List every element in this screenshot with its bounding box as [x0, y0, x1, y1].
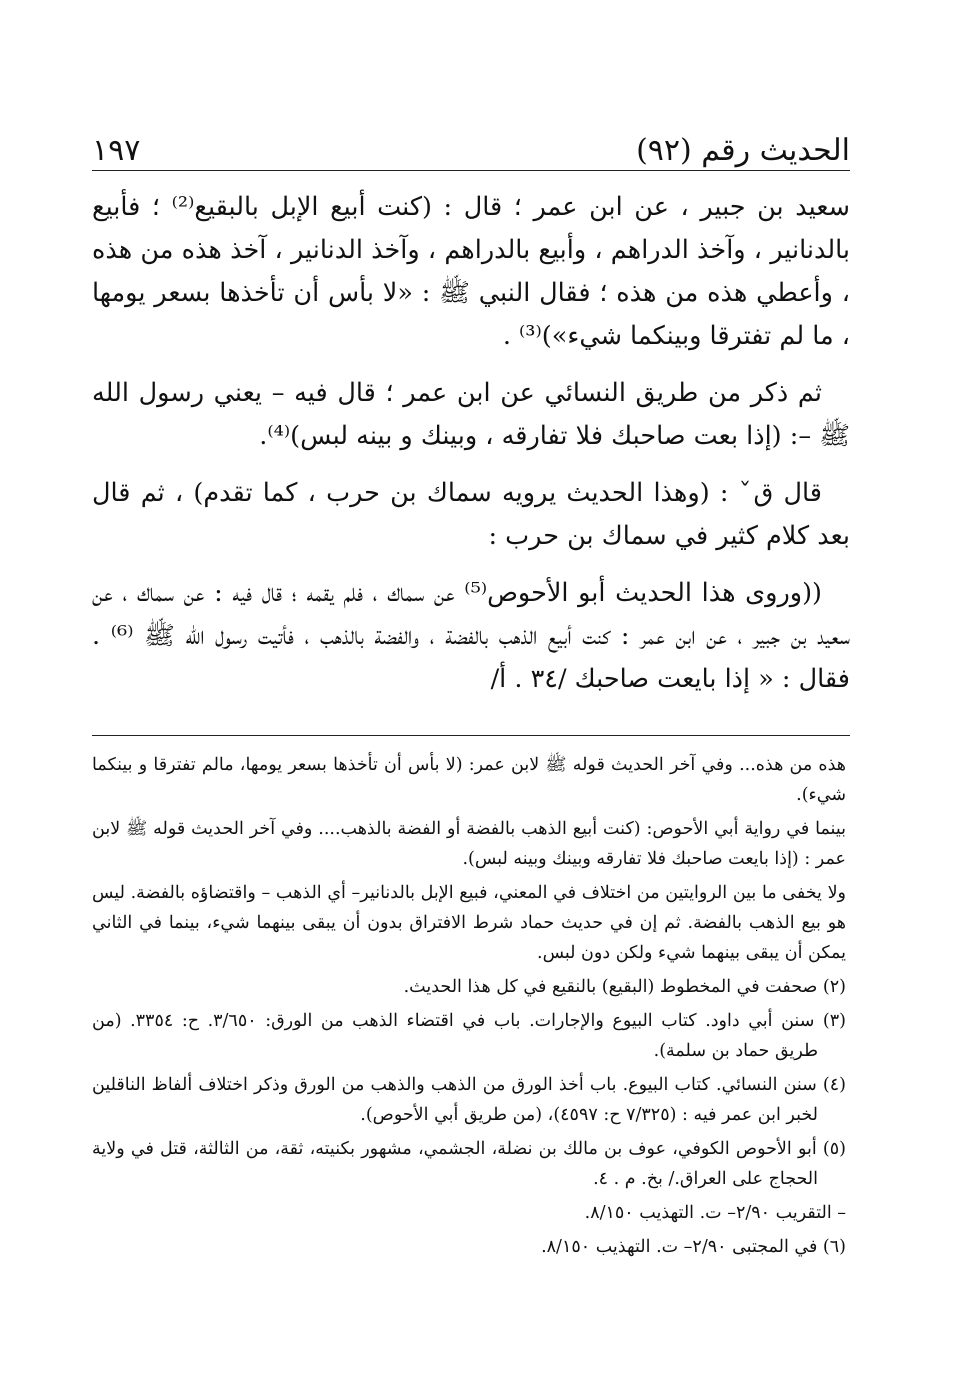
footnote-5: (٥) أبو الأحوص الكوفي، عوف بن مالك بن نضلة، الجشمي، مشهور بكنيته، ثقة، من الثالثة، قتل في ولاية الحجاج على العراق./ بخ. م . ٤. [92, 1139, 846, 1189]
footnote-2: (٢) صحفت في المخطوط (البقيع) بالنقيع في كل هذا الحديث. [403, 977, 846, 997]
footnote-3: (٣) سنن أبي داود. كتاب البيوع والإجارات. باب في اقتضاء الذهب من الورق: ٣/٦٥٠. ح: ٣٣٥٤. (من طريق حماد بن سلمة). [92, 1011, 846, 1061]
footnote-divider [92, 735, 850, 736]
main-text [92, 186, 850, 715]
footnote-continuation-3: ولا يخفى ما بين الروايتين من اختلاف في المعني، فبيع الإبل بالدنانير– أي الذهب – واقتضاؤه بالفضة. ليس هو بيع الذهب بالفضة. ثم إن في حديث حماد شرط الافتراق بدون أن يبقى بينهما شيء، بينما في الثاني يمكن أن يبقى بينهما شيء ولكن دون لبس. [92, 883, 846, 963]
footnote-continuation-2: بينما في رواية أبي الأحوص: (كنت أبيع الذهب بالفضة أو الفضة بالذهب.... وفي آخر الحديث قوله ﷺ لابن عمر : (إذا بايعت صاحبك فلا تفارقه وبينك وبينه لبس). [92, 819, 846, 869]
paragraph-2: ثم ذكر من طريق النسائي عن ابن عمر ؛ قال فيه – يعني رسول الله ﷺ –: (إذا بعت صاحبك فلا تفارقه ، وبينك و بينه لبس)⁽⁴⁾. [92, 378, 850, 451]
footnote-6: (٦) في المجتبى ٢/٩٠– ت. التهذيب ٨/١٥٠. [541, 1237, 846, 1257]
footnote-continuation-1: هذه من هذه... وفي آخر الحديث قوله ﷺ لابن عمر: (لا بأس أن تأخذها بسعر يومها، مالم تفترقا و بينكما شيء). [92, 755, 846, 805]
footnote-4: (٤) سنن النسائي. كتاب البيوع. باب أخذ الورق من الذهب والذهب من الورق وذكر اختلاف ألفاظ الناقلين لخبر ابن عمر فيه : (٧/٣٢٥ ح: ٤٥٩٧)، (من طريق أبي الأحوص). [92, 1075, 846, 1125]
header-divider [92, 170, 850, 171]
running-title: الحديث رقم (٩٢) [636, 133, 850, 168]
paragraph-4: ((وروى هذا الحديث أبو الأحوص⁽⁵⁾ عن سماك ، فلم يقمه ؛ قال فيه : عن سماك ، عن سعيد بن جبير ، عن ابن عمر : كنت أبيع الذهب بالفضة ، والفضة بالذهب ، فأتيت رسول الله ﷺ ⁽⁶⁾ . فقال : « إذا بايعت صاحبك /٣٤ . أ/ [92, 578, 850, 694]
footnote-5-source: – التقريب ٢/٩٠– ت. التهذيب ٨/١٥٠. [584, 1203, 846, 1223]
paragraph-1: سعيد بن جبير ، عن ابن عمر ؛ قال : (كنت أبيع الإبل بالبقيع⁽²⁾ ؛ فأبيع بالدنانير ، وآخذ الدراهم ، وأبيع بالدراهم ، وآخذ الدنانير ، آخذ هذه من هذه ، وأعطي هذه من هذه ؛ فقال النبي ﷺ : «لا بأس أن تأخذها بسعر يومها ، ما لم تفترقا وبينكما شيء»)⁽³⁾ . [92, 192, 850, 351]
paragraph-3: قال قˇ : (وهذا الحديث يرويه سماك بن حرب ، كما تقدم) ، ثم قال بعد كلام كثير في سماك بن حرب : [92, 478, 850, 551]
page-header [92, 112, 850, 168]
footnotes [92, 750, 846, 1266]
page-number: ١٩٧ [92, 133, 141, 168]
